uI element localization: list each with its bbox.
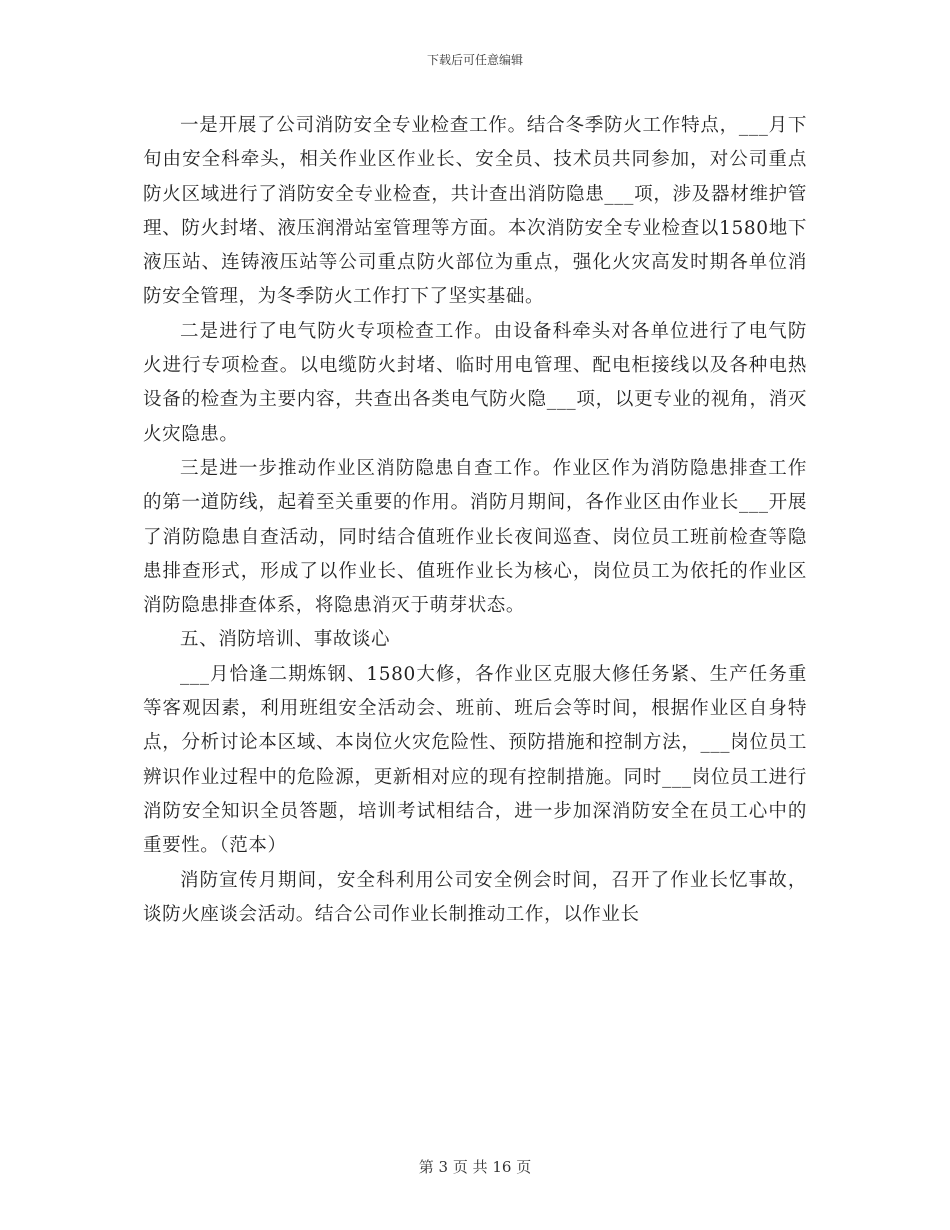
paragraph-self-inspection: 三是进一步推动作业区消防隐患自查工作。作业区作为消防隐患排查工作的第一道防线，起着至关重要的作用。消防月期间，各作业区由作业长___开展了消防隐患自查活动，同时结合值班作业长夜间巡查、岗位员工班前检查等隐患排查形式，形成了以作业长、值班作业长为核心，岗位员工为依托的作业区消防隐患排查体系，将隐患消灭于萌芽状态。 [143,457,807,617]
section-heading-training: 五、消防培训、事故谈心 [180,629,391,651]
page-header: 下载后可任意编辑 [426,53,523,67]
paragraph-electrical-inspection: 二是进行了电气防火专项检查工作。由设备科牵头对各单位进行了电气防火进行专项检查。以电缆防火封堵、临时用电管理、配电柜接线以及各种电热设备的检查为主要内容，共查出各类电气防火隐___项，以更专业的视角，消灭火灾隐患。 [143,320,807,445]
paragraph-publicity-month: 消防宣传月期间，安全科利用公司安全例会时间，召开了作业长忆事故，谈防火座谈会活动。结合公司作业长制推动工作，以作业长 [143,869,807,925]
paragraph-training: ___月恰逢二期炼钢、1580大修，各作业区克服大修任务紧、生产任务重等客观因素，利用班组安全活动会、班前、班后会等时间，根据作业区自身特点，分析讨论本区域、本岗位火灾危险性、预防措施和控制方法，___岗位员工辨识作业过程中的危险源，更新相对应的现有控制措施。同时___岗位员工进行消防安全知识全员答题，培训考试相结合，进一步加深消防安全在员工心中的重要性。（范本） [143,663,807,857]
paragraph-fire-safety-inspection: 一是开展了公司消防安全专业检查工作。结合冬季防火工作特点，___月下旬由安全科牵头，相关作业区作业长、安全员、技术员共同参加，对公司重点防火区域进行了消防安全专业检查，共计查出消防隐患___项，涉及器材维护管理、防火封堵、液压润滑站室管理等方面。本次消防安全专业检查以1580地下液压站、连铸液压站等公司重点防火部位为重点，强化火灾高发时期各单位消防安全管理，为冬季防火工作打下了坚实基础。 [143,115,807,308]
document-body [143,109,807,932]
page-number: 第 3 页 共 16 页 [418,1158,532,1176]
